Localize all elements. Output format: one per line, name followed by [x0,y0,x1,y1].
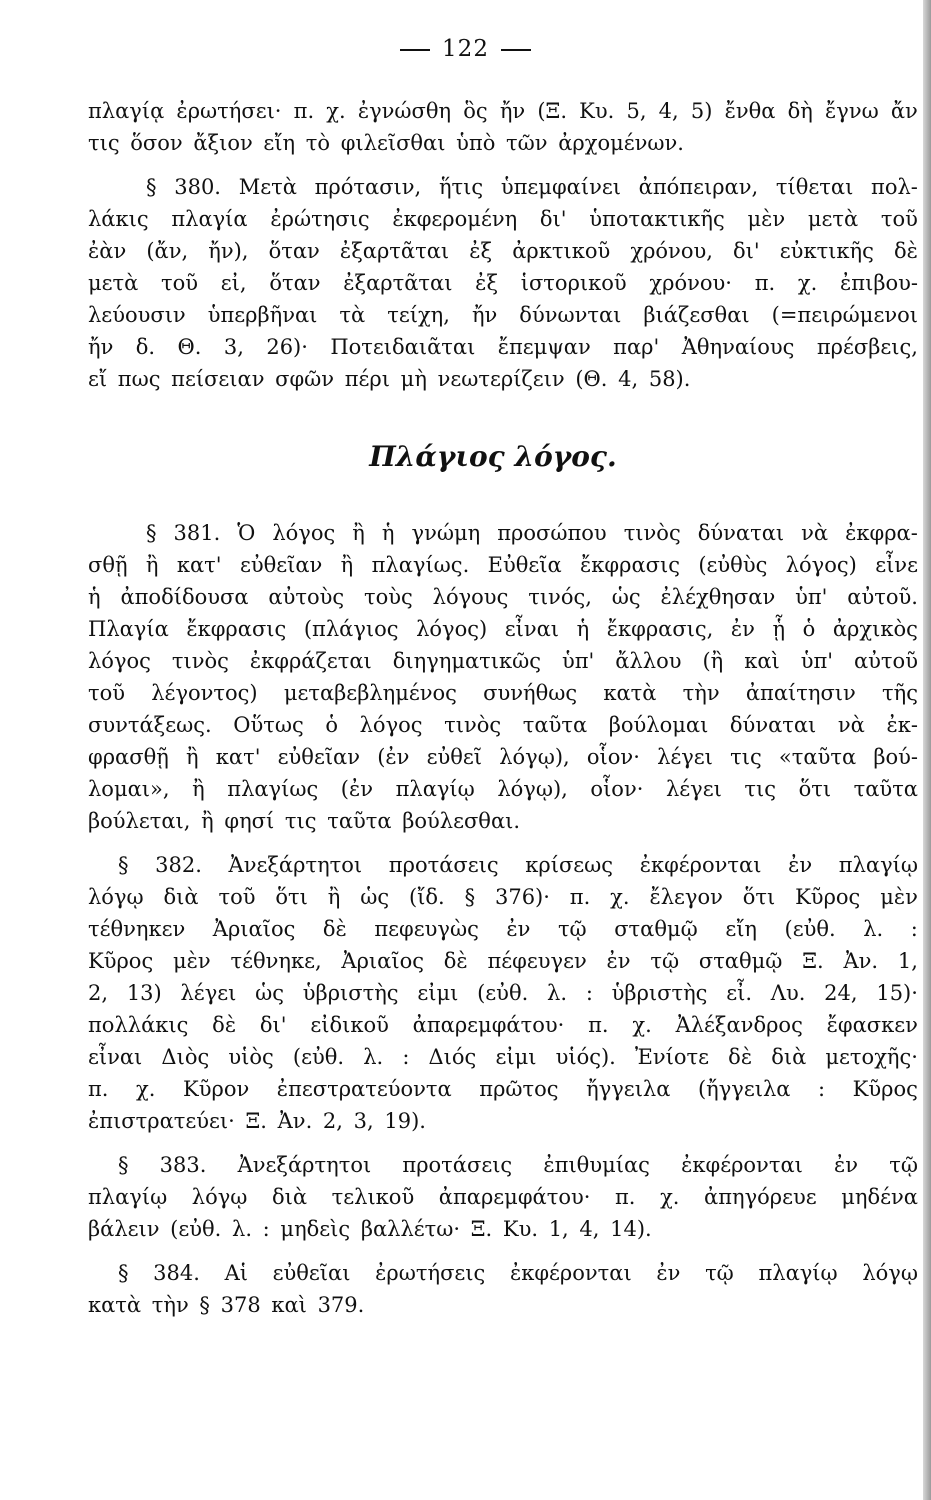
text-line: λομαι», ἢ πλαγίως (ἐν πλαγίῳ λόγῳ), οἷον· λέγει τις ὅτι ταῦτα [88,777,918,801]
page-header [0,36,931,62]
text-line: λεύουσιν ὑπερβῆναι τὰ τείχη, ἤν δύνωνται βιάζεσθαι (=πειρώμενοι [88,303,918,327]
page-edge-shadow [923,0,931,1500]
paragraph-382 [88,849,918,1137]
text-line: λάκις πλαγία ἐρώτησις ἐκφερομένη δι' ὑποτακτικῆς μὲν μετὰ τοῦ [88,207,918,231]
text-line: βάλειν (εὐθ. λ. : μηδεὶς βαλλέτω· Ξ. Κυ. 1, 4, 14). [88,1217,652,1241]
text-line: Πλαγία ἔκφρασις (πλάγιος λόγος) εἶναι ἡ ἔκφρασις, ἐν ᾗ ὁ ἀρχικὸς [88,617,918,641]
text-line: λόγος τινὸς ἐκφράζεται διηγηματικῶς ὑπ' ἄλλου (ἢ καὶ ὑπ' αὐτοῦ [88,649,918,673]
text-line: ἐπιστρατεύει· Ξ. Ἀν. 2, 3, 19). [88,1109,426,1133]
text-line: Κῦρος μὲν τέθνηκε, Ἀριαῖος δὲ πέφευγεν ἐν τῷ σταθμῷ Ξ. Ἀν. 1, [88,949,918,973]
text-line: τις ὅσον ἄξιον εἴη τὸ φιλεῖσθαι ὑπὸ τῶν ἀρχομένων. [88,131,684,155]
text-line: συντάξεως. Οὕτως ὁ λόγος τινὸς ταῦτα βούλομαι δύναται νὰ ἐκ- [88,713,918,737]
text-line: πλαγίᾳ ἐρωτήσει· π. χ. ἐγνώσθη ὃς ἤν (Ξ. Κυ. 5, 4, 5) ἔνθα δὴ ἔγνω ἄν [88,99,918,123]
text-line: πολλάκις δὲ δι' εἰδικοῦ ἀπαρεμφάτου· π. χ. Ἀλέξανδρος ἔφασκεν [88,1013,918,1037]
text-line: ἡ ἀποδίδουσα αὐτοὺς τοὺς λόγους τινός, ὡς ἐλέχθησαν ὑπ' αὐτοῦ. [88,585,918,609]
text-line: φρασθῇ ἢ κατ' εὐθεῖαν (ἐν εὐθεῖ λόγῳ), οἷον· λέγει τις «ταῦτα βού- [88,745,918,769]
text-line: τέθνηκεν Ἀριαῖος δὲ πεφευγὼς ἐν τῷ σταθμῷ εἴη (εὐθ. λ. : [88,917,918,941]
paragraph-continuation [88,95,918,159]
text-line: σθῇ ἢ κατ' εὐθεῖαν ἢ πλαγίως. Εὐθεῖα ἔκφρασις (εὐθὺς λόγος) εἶνε [88,553,918,577]
text-line: κατὰ τὴν § 378 καὶ 379. [88,1293,365,1317]
text-line: μετὰ τοῦ εἰ, ὅταν ἐξαρτᾶται ἐξ ἱστορικοῦ χρόνου· π. χ. ἐπιβου- [88,271,918,295]
text-line: § 380. Μετὰ πρότασιν, ἥτις ὑπεμφαίνει ἀπόπειραν, τίθεται πολ- [146,175,918,199]
text-line: λόγῳ διὰ τοῦ ὅτι ἢ ὡς (ἴδ. § 376)· π. χ. ἔλεγον ὅτι Κῦρος μὲν [88,885,918,909]
text-line: ἤν δ. Θ. 3, 26)· Ποτειδαιᾶται ἔπεμψαν παρ' Ἀθηναίους πρέσβεις, [88,335,918,359]
paragraph-383 [88,1149,918,1245]
text-line: § 382. Ἀνεξάρτητοι προτάσεις κρίσεως ἐκφέρονται ἐν πλαγίῳ [118,853,918,877]
text-line: πλαγίῳ λόγῳ διὰ τελικοῦ ἀπαρεμφάτου· π. χ. ἀπηγόρευε μηδένα [88,1185,918,1209]
text-line: τοῦ λέγοντος) μεταβεβλημένος συνήθως κατὰ τὴν ἀπαίτησιν τῆς [88,681,918,705]
section-title: Πλάγιος λόγος. [369,440,617,473]
text-line: ἐὰν (ἄν, ἤν), ὅταν ἐξαρτᾶται ἐξ ἀρκτικοῦ χρόνου, δι' εὐκτικῆς δὲ [88,239,918,263]
paragraph-384 [88,1257,918,1321]
paragraph-381 [88,517,918,837]
text-line: εἴ πως πείσειαν σφῶν πέρι μὴ νεωτερίζειν (Θ. 4, 58). [88,367,691,391]
page-number: 122 [442,36,489,62]
header-dash-right [501,49,531,51]
text-line: βούλεται, ἢ φησί τις ταῦτα βούλεσθαι. [88,809,521,833]
text-line: § 383. Ἀνεξάρτητοι προτάσεις ἐπιθυμίας ἐκφέρονται ἐν τῷ [118,1153,918,1177]
text-line: § 381. Ὁ λόγος ἢ ἡ γνώμη προσώπου τινὸς δύναται νὰ ἐκφρα- [146,521,918,545]
text-line: § 384. Αἱ εὐθεῖαι ἐρωτήσεις ἐκφέρονται ἐν τῷ πλαγίῳ λόγῳ [118,1261,918,1285]
text-line: π. χ. Κῦρον ἐπεστρατεύοντα πρῶτος ἤγγειλα (ἤγγειλα : Κῦρος [88,1077,918,1101]
page-body [88,95,918,1321]
paragraph-380 [88,171,918,395]
text-line: εἶναι Διὸς υἱὸς (εὐθ. λ. : Διός εἰμι υἱός). Ἐνίοτε δὲ διὰ μετοχῆς· [88,1045,918,1069]
text-line: 2, 13) λέγει ὡς ὑβριστὴς εἰμι (εὐθ. λ. : ὑβριστὴς εἶ. Λυ. 24, 15)· [88,981,918,1005]
header-dash-left [400,49,430,51]
